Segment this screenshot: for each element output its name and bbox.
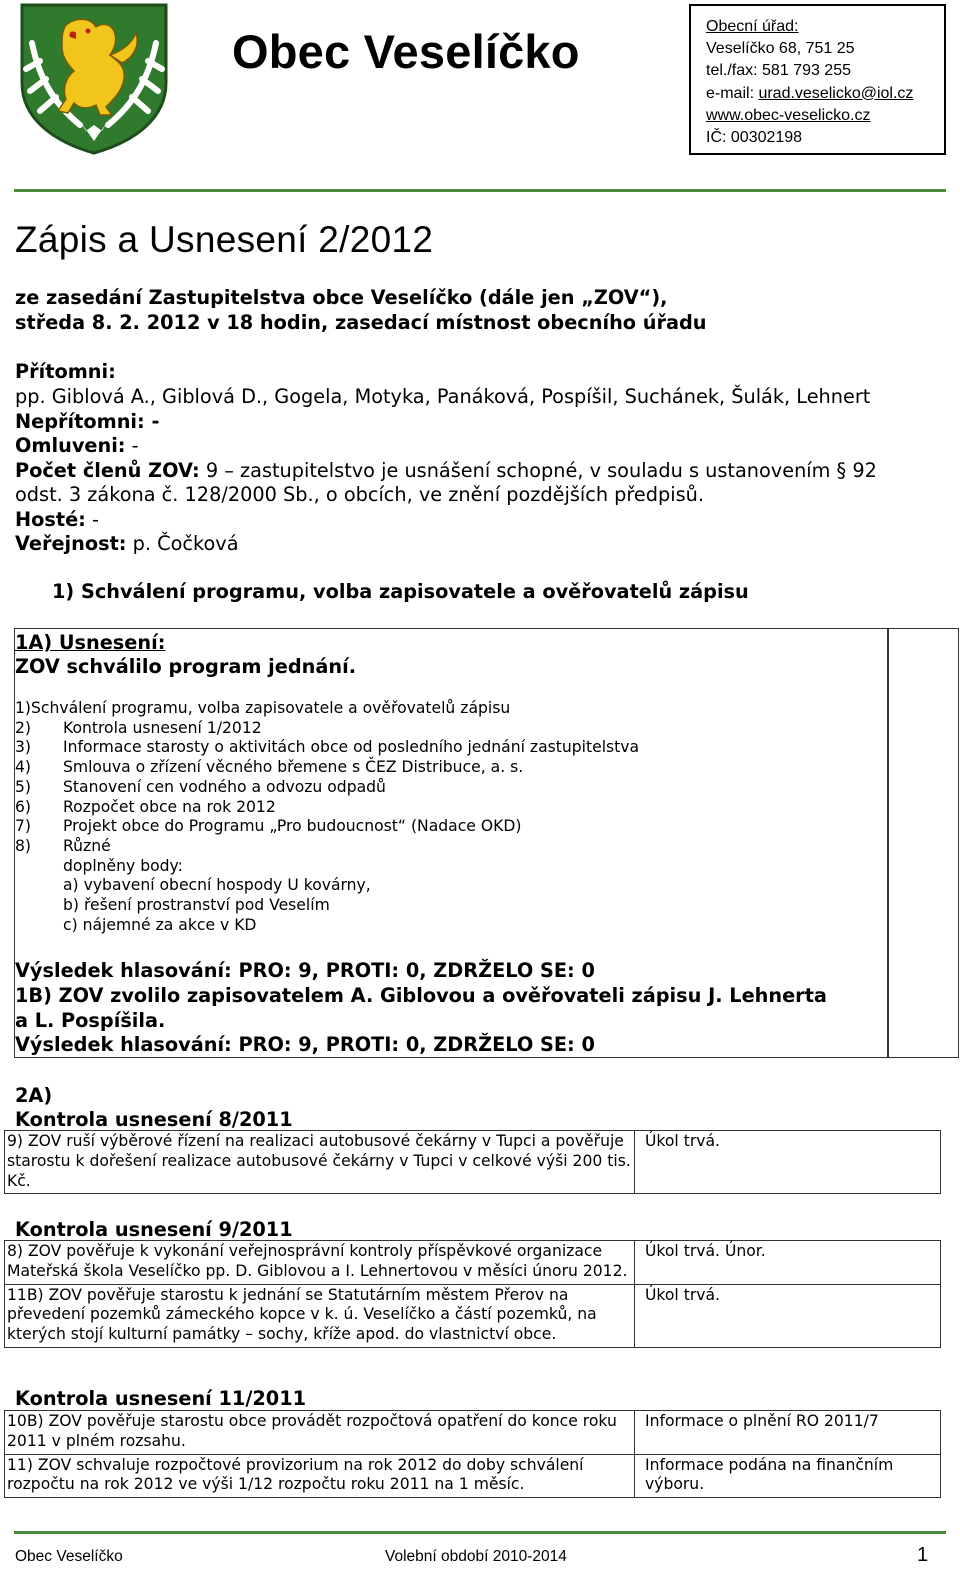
meeting-subtitle-1: ze zasedání Zastupitelstva obce Veselíčko (dále jen „ZOV“), xyxy=(15,286,668,309)
table-row xyxy=(5,1241,941,1285)
control-8-2011-heading: Kontrola usnesení 8/2011 xyxy=(15,1108,293,1131)
agenda-item: 6) Rozpočet obce na rok 2012 xyxy=(15,797,276,816)
office-ico: IČ: 00302198 xyxy=(706,129,803,147)
office-email-link[interactable]: urad.veselicko@iol.cz xyxy=(758,84,914,102)
control-11-2011-table xyxy=(4,1410,941,1498)
office-email-line xyxy=(706,83,944,105)
municipality-name: Obec Veselíčko xyxy=(232,25,580,78)
resolution-text-cell: 11) ZOV schvaluje rozpočtové provizorium na rok 2012 do doby schválení rozpočtu na rok 2012 ve výši 1/12 rozpočtu roku 2011 na 1 měsíc. xyxy=(5,1454,635,1498)
office-label: Obecní úřad: xyxy=(706,18,799,35)
office-contact-box xyxy=(689,4,946,155)
excused-label: Omluveni: xyxy=(15,434,126,457)
control-9-2011-heading: Kontrola usnesení 9/2011 xyxy=(15,1218,293,1241)
resolution-text-cell: 9) ZOV ruší výběrové řízení na realizaci autobusové čekárny v Tupci a pověřuje starostu k dořešení realizace autobusové čekárny v Tupci v celkové výši 200 tis. Kč. xyxy=(5,1131,635,1194)
table-row xyxy=(5,1131,941,1194)
status-cell: Úkol trvá. xyxy=(635,1284,941,1347)
section-1-box-divider xyxy=(887,628,889,1058)
control-8-2011-table xyxy=(4,1130,941,1194)
control-9-2011-table xyxy=(4,1240,941,1348)
status-cell: Informace o plnění RO 2011/7 xyxy=(635,1411,941,1455)
footer-municipality: Obec Veselíčko xyxy=(15,1548,123,1565)
office-phone: tel./fax: 581 793 255 xyxy=(706,62,851,80)
vote-result-1b: Výsledek hlasování: PRO: 9, PROTI: 0, ZDRŽELO SE: 0 xyxy=(15,1033,595,1056)
control-11-2011-heading: Kontrola usnesení 11/2011 xyxy=(15,1387,307,1410)
office-web-link[interactable]: www.obec-veselicko.cz xyxy=(706,106,871,124)
present-label: Přítomni: xyxy=(15,360,116,383)
municipal-coat-of-arms-icon xyxy=(18,3,170,155)
absent-label: Nepřítomni: - xyxy=(15,410,160,433)
agenda-item: 1)Schválení programu, volba zapisovatele a ověřovatelů zápisu xyxy=(15,699,511,717)
agenda-item: 8) Různé xyxy=(15,836,111,855)
public-line xyxy=(15,532,239,555)
table-row xyxy=(5,1454,941,1498)
status-cell: Úkol trvá. xyxy=(635,1131,941,1194)
public-label: Veřejnost: xyxy=(15,532,127,555)
guests-value: - xyxy=(85,508,99,531)
meeting-subtitle-2: středa 8. 2. 2012 v 18 hodin, zasedací místnost obecního úřadu xyxy=(15,311,707,334)
agenda-item: 2) Kontrola usnesení 1/2012 xyxy=(15,718,262,737)
section-1-heading: 1) Schválení programu, volba zapisovatele a ověřovatelů zápisu xyxy=(52,580,749,603)
public-value: p. Čočková xyxy=(126,532,239,555)
excused-line xyxy=(15,434,139,457)
agenda-item: 3) Informace starosty o aktivitách obce od posledního jednání zastupitelstva xyxy=(15,738,640,757)
header-divider xyxy=(14,189,946,192)
members-label: Počet členů ZOV: xyxy=(15,459,200,482)
status-cell: Úkol trvá. Únor. xyxy=(635,1241,941,1285)
document-title: Zápis a Usnesení 2/2012 xyxy=(15,219,434,260)
footer-term: Volební období 2010-2014 xyxy=(385,1548,567,1565)
guests-line xyxy=(15,508,99,531)
office-email-prefix: e-mail: xyxy=(706,84,759,102)
excused-value: - xyxy=(125,434,139,457)
office-address: Veselíčko 68, 751 25 xyxy=(706,40,855,58)
agenda-item: 5) Stanovení cen vodného a odvozu odpadů xyxy=(15,777,386,796)
resolution-text-cell: 8) ZOV pověřuje k vykonání veřejnosprávní kontroly příspěvkové organizace Mateřská škola Veselíčko pp. D. Giblovou a I. Lehnertovou v měsíci únoru 2012. xyxy=(5,1241,635,1285)
agenda-subitem: doplněny body: xyxy=(63,856,183,875)
members-text: 9 – zastupitelstvo je usnášení schopné, v souladu s ustanovením § 92 xyxy=(199,459,877,482)
resolution-text-cell: 11B) ZOV pověřuje starostu k jednání se Statutárním městem Přerov na převedení pozemků zámeckého kopce v k. ú. Veselíčko a částí pozemků, na kterých stojí kulturní památky – sochy, kříže apod. do vlastnictví obce. xyxy=(5,1284,635,1347)
agenda-subitem: c) nájemné za akce v KD xyxy=(63,915,257,934)
agenda-item: 4) Smlouva o zřízení věcného břemene s ČEZ Distribuce, a. s. xyxy=(15,758,524,777)
agenda-subitem: b) řešení prostranství pod Veselím xyxy=(63,896,330,914)
agenda-item: 7) Projekt obce do Programu „Pro budoucnost“ (Nadace OKD) xyxy=(15,817,522,836)
section-2a-label: 2A) xyxy=(15,1084,53,1107)
page-number: 1 xyxy=(917,1544,929,1566)
resolution-1a-label: 1A) Usnesení: xyxy=(15,631,166,654)
resolution-1b-text: 1B) ZOV zvolilo zapisovatelem A. Giblovou a ověřovateli zápisu J. Lehnerta xyxy=(15,984,827,1007)
guests-label: Hosté: xyxy=(15,508,86,531)
members-line xyxy=(15,459,877,482)
resolution-text-cell: 10B) ZOV pověřuje starostu obce provádět rozpočtová opatření do konce roku 2011 v plném rozsahu. xyxy=(5,1411,635,1455)
vote-result-1a: Výsledek hlasování: PRO: 9, PROTI: 0, ZDRŽELO SE: 0 xyxy=(15,959,595,982)
table-row xyxy=(5,1411,941,1455)
footer-divider xyxy=(14,1531,946,1534)
resolution-1b-text-continued: a L. Pospíšila. xyxy=(15,1009,166,1032)
members-text-continued: odst. 3 zákona č. 128/2000 Sb., o obcích, ve znění pozdějších předpisů. xyxy=(15,483,705,506)
present-names: pp. Giblová A., Giblová D., Gogela, Motyka, Panáková, Pospíšil, Suchánek, Šulák, Lehnert xyxy=(15,385,871,408)
agenda-subitem: a) vybavení obecní hospody U kovárny, xyxy=(63,876,371,895)
table-row xyxy=(5,1284,941,1347)
status-cell: Informace podána na finančním výboru. xyxy=(635,1454,941,1498)
resolution-1a-text: ZOV schválilo program jednání. xyxy=(15,655,357,678)
